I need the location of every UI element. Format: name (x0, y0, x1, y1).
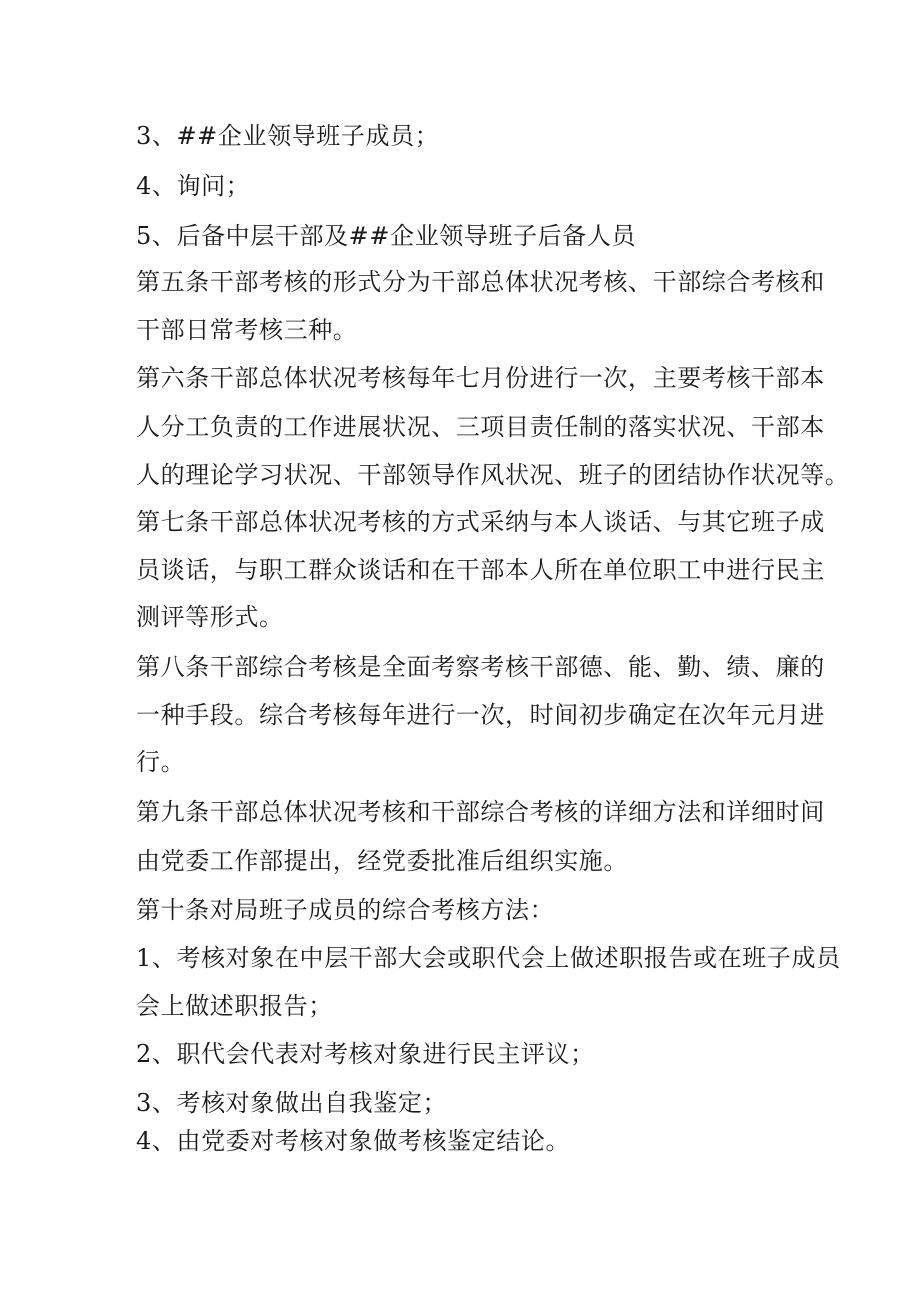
article-9-line-2: 由党委工作部提出，经党委批准后组织实施。 (136, 847, 628, 875)
article-5-line-1: 第五条干部考核的形式分为干部总体状况考核、干部综合考核和 (136, 268, 825, 296)
article-7-line-2: 员谈话，与职工群众谈话和在干部本人所在单位职工中进行民主 (136, 556, 825, 584)
article-10-line: 第十条对局班子成员的综合考核方法： (136, 896, 555, 924)
method-3-line: 3、考核对象做出自我鉴定； (136, 1089, 448, 1117)
method-1-line-1: 1、考核对象在中层干部大会或职代会上做述职报告或在班子成员 (136, 944, 841, 972)
article-8-line-1: 第八条干部综合考核是全面考察考核干部德、能、勤、绩、廉的 (136, 653, 825, 681)
method-1-line-2: 会上做述职报告； (136, 992, 333, 1020)
article-6-line-3: 人的理论学习状况、干部领导作风状况、班子的团结协作状况等。 (136, 461, 850, 489)
article-6-line-2: 人分工负责的工作进展状况、三项目责任制的落实状况、干部本 (136, 413, 825, 441)
article-5-line-2: 干部日常考核三种。 (136, 316, 358, 344)
item-3-line: 3、##企业领导班子成员； (136, 122, 440, 150)
article-7-line-1: 第七条干部总体状况考核的方式采纳与本人谈话、与其它班子成 (136, 508, 825, 536)
article-9-line-1: 第九条干部总体状况考核和干部综合考核的详细方法和详细时间 (136, 798, 825, 826)
item-4-line: 4、询问； (136, 172, 251, 200)
method-4-line: 4、由党委对考核对象做考核鉴定结论。 (136, 1127, 571, 1155)
article-6-line-1: 第六条干部总体状况考核每年七月份进行一次，主要考核干部本 (136, 364, 825, 392)
article-7-line-3: 测评等形式。 (136, 603, 284, 631)
method-2-line: 2、职代会代表对考核对象进行民主评议； (136, 1040, 595, 1068)
article-8-line-2: 一种手段。综合考核每年进行一次，时间初步确定在次年元月进 (136, 701, 825, 729)
item-5-line: 5、后备中层干部及##企业领导班子后备人员 (136, 222, 637, 250)
article-8-line-3: 行。 (136, 748, 186, 776)
